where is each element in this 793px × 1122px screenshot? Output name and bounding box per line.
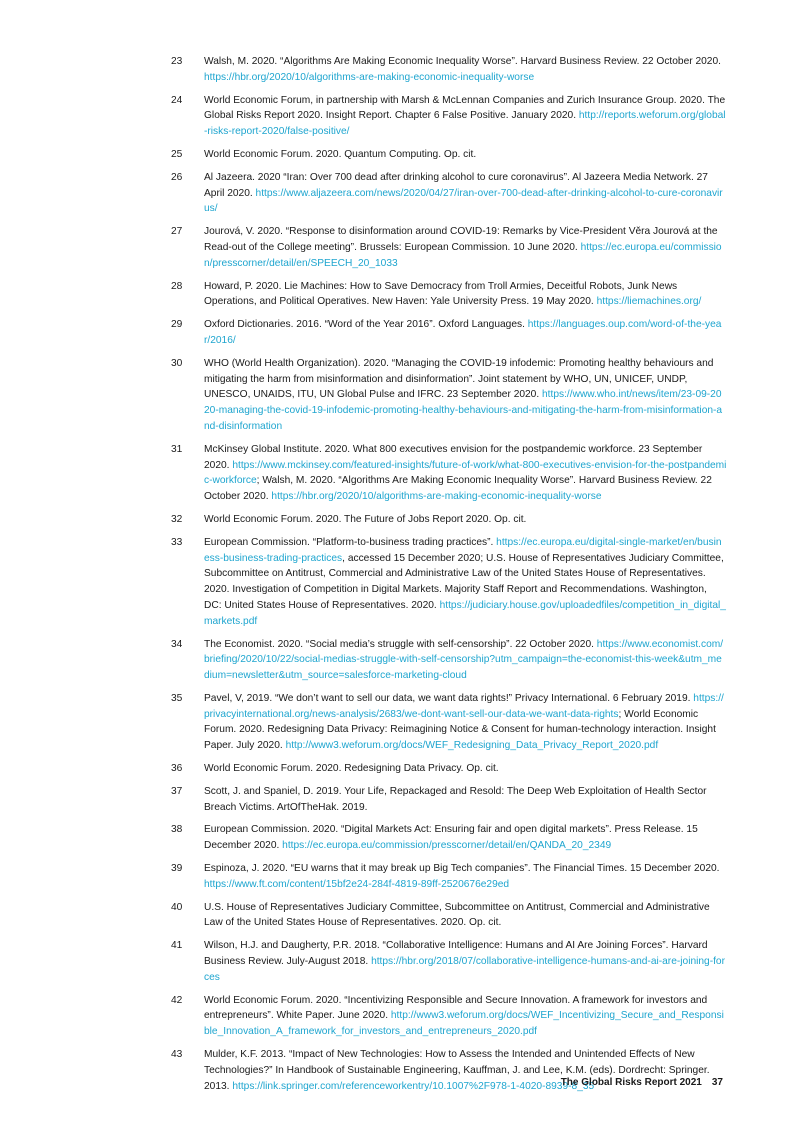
footnote-number: 29 [171, 319, 183, 331]
footnote-number: 26 [171, 171, 183, 183]
footnote-number: 39 [171, 863, 183, 875]
footnote-link[interactable]: http://www3.weforum.org/docs/WEF_Redesigning_Data_Privacy_Report_2020.pdf [285, 740, 659, 752]
footnote-text [204, 535, 727, 630]
footnote-link[interactable]: http://www3.weforum.org/docs/WEF_Incentivizing_Secure_and_Responsible_Innovation_A_framework_for_investors_and_entrepreneurs_2020.pdf [204, 1010, 724, 1038]
footnote-citation-text: World Economic Forum. 2020. Quantum Computing. Op. cit. [204, 148, 477, 160]
page-number: 37 [711, 1077, 723, 1088]
footnote-text [204, 512, 727, 528]
footnote-28 [171, 279, 727, 311]
footnote-33 [171, 535, 727, 630]
footnote-number: 31 [171, 443, 183, 455]
footnote-text [204, 54, 727, 86]
footnote-citation-text: U.S. House of Representatives Judiciary Committee, Subcommittee on Antitrust, Commercial and Administrative Law of the United States House of Representatives. 2020. Op. cit. [204, 901, 710, 929]
footnote-citation-text: Pavel, V, 2019. “We don’t want to sell our data, we want data rights!” Privacy International. 6 February 2019. [204, 692, 694, 704]
footnote-29 [171, 317, 727, 349]
footnote-text [204, 224, 727, 271]
footnote-number: 24 [171, 94, 183, 106]
footnote-number: 30 [171, 357, 183, 369]
footnote-text [204, 761, 727, 777]
footnote-citation-text: World Economic Forum, in partnership with Marsh & McLennan Companies and Zurich Insurance Group. 2020. The Global Risks Report 2020. Insight Report. Chapter 6 False Positive. January 2020. [204, 94, 726, 122]
footnote-citation-text: European Commission. “Platform-to-business trading practices”. [204, 536, 497, 548]
footnote-25 [171, 147, 727, 163]
footnote-number: 40 [171, 901, 183, 913]
footnote-number: 28 [171, 280, 183, 292]
footnote-number: 43 [171, 1049, 183, 1061]
footnote-number: 42 [171, 994, 183, 1006]
footnote-citation-text: World Economic Forum. 2020. “Incentivizing Responsible and Secure Innovation. A framework for investors and entrepreneurs”. White Paper. June 2020. [204, 994, 708, 1022]
footnote-link[interactable]: https://ec.europa.eu/digital-single-market/en/business-business-trading-practices [204, 536, 722, 564]
footnote-text [204, 691, 727, 754]
footnote-number: 36 [171, 763, 183, 775]
footnote-link[interactable]: https://ec.europa.eu/commission/presscorner/detail/en/QANDA_20_2349 [282, 840, 612, 852]
footnote-link[interactable]: https://judiciary.house.gov/uploadedfiles/competition_in_digital_markets.pdf [204, 599, 726, 627]
footnote-text [204, 170, 727, 217]
footnote-link[interactable]: https://link.springer.com/referenceworkentry/10.1007%2F978-1-4020-8939-8_35 [232, 1080, 595, 1092]
footnote-link[interactable]: https://hbr.org/2020/10/algorithms-are-making-economic-inequality-worse [204, 71, 535, 83]
footnote-citation-text: Mulder, K.F. 2013. “Impact of New Technologies: How to Assess the Intended and Unintended Effects of New Technologies?” In Handbook of Sustainable Engineering, Kauffman, J. and Lee, K.M. (eds). Dordrecht: Springer. 2013. [204, 1049, 710, 1092]
footnote-30 [171, 356, 727, 435]
footer-title: The Global Risks Report 2021 [560, 1077, 702, 1088]
footnote-citation-text: ; Walsh, M. 2020. “Algorithms Are Making Economic Inequality Worse”. Harvard Business Review. 22 October 2020. [204, 475, 712, 503]
footnote-31 [171, 442, 727, 505]
footnote-text [204, 822, 727, 854]
footnote-link[interactable]: https://www.ft.com/content/15bf2e24-284f-4819-89ff-2520676e29ed [204, 878, 510, 890]
footnote-link[interactable]: https://ec.europa.eu/commission/presscorner/detail/en/SPEECH_20_1033 [204, 241, 722, 269]
footnote-link[interactable]: https://www.aljazeera.com/news/2020/04/27/iran-over-700-dead-after-drinking-alcohol-to-cure-coronavirus/ [204, 187, 723, 215]
footnote-text [204, 93, 727, 140]
footnote-citation-text: Walsh, M. 2020. “Algorithms Are Making Economic Inequality Worse”. Harvard Business Review. 22 October 2020. [204, 56, 721, 67]
footnote-citation-text: World Economic Forum. 2020. The Future of Jobs Report 2020. Op. cit. [204, 513, 527, 525]
footnote-citation-text: Scott, J. and Spaniel, D. 2019. Your Life, Repackaged and Resold: The Deep Web Exploitation of Health Sector Breach Victims. ArtOfTheHak. 2019. [204, 785, 707, 813]
footnote-text [204, 356, 727, 435]
footnote-35 [171, 691, 727, 754]
footnote-link[interactable]: https://liemachines.org/ [596, 296, 702, 308]
footnote-text [204, 442, 727, 505]
footnote-text [204, 147, 727, 163]
footnote-citation-text: The Economist. 2020. “Social media’s struggle with self-censorship”. 22 October 2020. [204, 638, 597, 650]
footnote-26 [171, 170, 727, 217]
footnote-citation-text: European Commission. 2020. “Digital Markets Act: Ensuring fair and open digital markets”. Press Release. 15 December 2020. [204, 824, 698, 852]
footnote-40 [171, 900, 727, 932]
footnote-39 [171, 861, 727, 893]
footnote-number: 32 [171, 513, 183, 525]
footnote-text [204, 861, 727, 893]
footnote-link[interactable]: https://www.mckinsey.com/featured-insights/future-of-work/what-800-executives-envision-for-the-postpandemic-workforce [204, 459, 727, 487]
footnote-citation-text: WHO (World Health Organization). 2020. “Managing the COVID-19 infodemic: Promoting healthy behaviours and mitigating the harm from misinformation and disinformation”. Joint statement by WHO, UN, UNICEF, UNDP, UNESCO, UNAIDS, ITU, UN Global Pulse and IFRC. 23 September 2020. [204, 357, 714, 401]
footnote-27 [171, 224, 727, 271]
footnote-number: 25 [171, 148, 183, 160]
footnote-link[interactable]: https://www.economist.com/briefing/2020/10/22/social-medias-struggle-with-self-censorship?utm_campaign=the-economist-this-week&utm_medium=newsletter&utm_source=salesforce-marketing-cloud [204, 638, 724, 682]
footnote-citation-text: ; World Economic Forum. 2020. Redesigning Data Privacy: Reimagining Notice & Consent for human-technology interaction. Insight Paper. July 2020. [204, 708, 716, 752]
footnote-37 [171, 784, 727, 816]
footnote-text [204, 900, 727, 932]
footnote-36 [171, 761, 727, 777]
footnote-citation-text: Al Jazeera. 2020 “Iran: Over 700 dead after drinking alcohol to cure coronavirus”. Al Jazeera Media Network. 27 April 2020. [204, 171, 708, 199]
footnote-link[interactable]: https://privacyinternational.org/news-analysis/2683/we-dont-want-sell-our-data-we-want-data-rights [204, 692, 724, 720]
footnote-text [204, 279, 727, 311]
footnote-text [204, 993, 727, 1040]
footnote-number: 27 [171, 226, 183, 238]
footnote-link[interactable]: https://hbr.org/2018/07/collaborative-intelligence-humans-and-ai-are-joining-forces [204, 956, 725, 983]
footnote-38 [171, 822, 727, 854]
footnote-23 [171, 54, 727, 86]
footnote-citation-text: , accessed 15 December 2020; U.S. House of Representatives Judiciary Committee, Subcommittee on Antitrust, Commercial and Administrative Law of the United States House of Representatives. 2020. Investigation of Competition in Digital Markets. Majority Staff Report and Recommendations. Washington, DC: United States House of Representatives. 2020. [204, 552, 724, 611]
footnote-citation-text: Espinoza, J. 2020. “EU warns that it may break up Big Tech companies”. The Financial Times. 15 December 2020. [204, 863, 720, 875]
footnote-34 [171, 637, 727, 684]
footnote-41 [171, 938, 727, 985]
footnote-number: 33 [171, 536, 183, 548]
footnote-link[interactable]: https://www.who.int/news/item/23-09-2020-managing-the-covid-19-infodemic-promoting-healthy-behaviours-and-mitigating-the-harm-from-misinformation-and-disinformation [204, 389, 723, 432]
footnote-text [204, 317, 727, 349]
footnote-24 [171, 93, 727, 140]
footnote-citation-text: McKinsey Global Institute. 2020. What 800 executives envision for the postpandemic workforce. 23 September 2020. [204, 443, 703, 471]
footnotes-list [171, 54, 727, 1101]
footnote-number: 38 [171, 824, 183, 836]
footnote-text [204, 784, 727, 816]
footnote-citation-text: Oxford Dictionaries. 2016. “Word of the Year 2016”. Oxford Languages. [204, 319, 528, 331]
page-footer [561, 1077, 723, 1088]
footnote-citation-text: Wilson, H.J. and Daugherty, P.R. 2018. “Collaborative Intelligence: Humans and AI Are Joining Forces”. Harvard Business Review. July-August 2018. [204, 940, 708, 968]
footnote-number: 37 [171, 785, 183, 797]
footnote-link[interactable]: http://reports.weforum.org/global-risks-report-2020/false-positive/ [204, 110, 726, 138]
footnote-citation-text: World Economic Forum. 2020. Redesigning Data Privacy. Op. cit. [204, 763, 499, 775]
footnote-number: 34 [171, 638, 183, 650]
footnote-link[interactable]: https://languages.oup.com/word-of-the-year/2016/ [204, 319, 722, 346]
footnote-number: 23 [171, 56, 183, 67]
footnote-citation-text: Jourová, V. 2020. “Response to disinformation around COVID-19: Remarks by Vice-President Věra Jourová at the Read-out of the College meeting”. Brussels: European Commission. 10 June 2020. [204, 226, 718, 253]
footnote-link[interactable]: https://hbr.org/2020/10/algorithms-are-making-economic-inequality-worse [271, 491, 602, 503]
footnote-number: 35 [171, 692, 183, 704]
footnote-32 [171, 512, 727, 528]
footnote-citation-text: Howard, P. 2020. Lie Machines: How to Save Democracy from Troll Armies, Deceitful Robots, Junk News Operations, and Political Operatives. New Haven: Yale University Press. 19 May 2020. [204, 280, 678, 308]
footnote-number: 41 [171, 940, 183, 952]
footnote-42 [171, 993, 727, 1040]
footnote-text [204, 938, 727, 985]
footnote-text [204, 637, 727, 684]
